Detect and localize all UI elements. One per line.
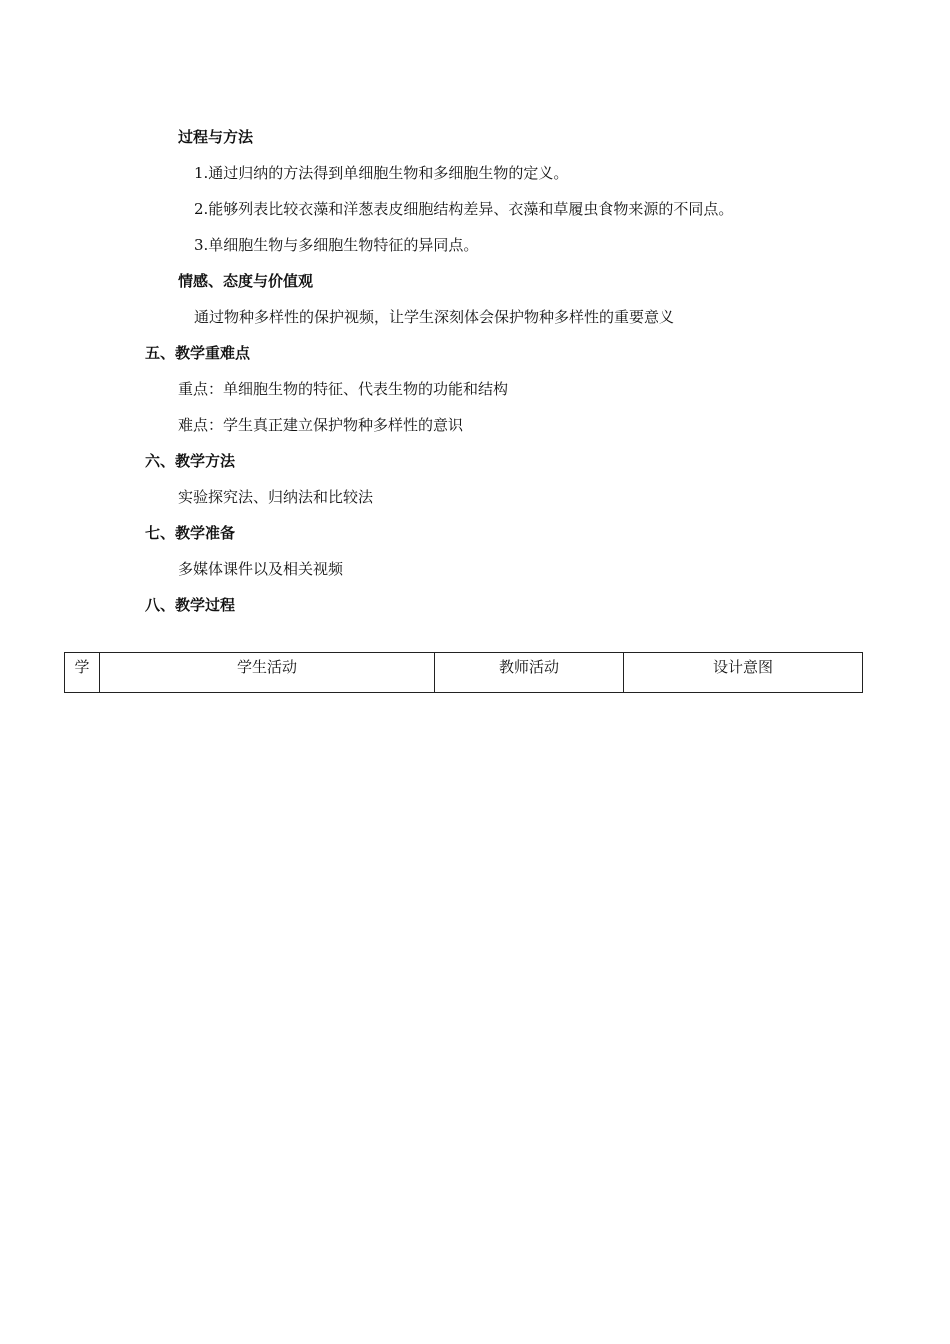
section-heading-emotion: 情感、态度与价值观 (178, 272, 314, 290)
process-method-item-1: 1.通过归纳的方法得到单细胞生物和多细胞生物的定义。 (194, 164, 569, 182)
emotion-text: 通过物种多样性的保护视频，让学生深刻体会保护物种多样性的重要意义 (194, 308, 675, 326)
table-header-stage: 学 (65, 653, 100, 693)
process-method-item-2: 2.能够列表比较衣藻和洋葱表皮细胞结构差异、衣藻和草履虫食物来源的不同点。 (194, 200, 734, 218)
table-header-student-activity: 学生活动 (100, 653, 435, 693)
table-header-design-intent: 设计意图 (624, 653, 863, 693)
section-heading-preparation: 七、教学准备 (145, 524, 236, 542)
table-header-row (65, 653, 863, 693)
process-method-item-3: 3.单细胞生物与多细胞生物特征的异同点。 (194, 236, 479, 254)
key-point-focus: 重点：单细胞生物的特征、代表生物的功能和结构 (178, 380, 509, 398)
table-header-teacher-activity: 教师活动 (435, 653, 624, 693)
section-heading-process-method: 过程与方法 (178, 128, 254, 146)
section-heading-key-points: 五、教学重难点 (145, 344, 251, 362)
process-table (64, 652, 863, 693)
preparation-text: 多媒体课件以及相关视频 (178, 560, 344, 578)
section-heading-process: 八、教学过程 (145, 596, 236, 614)
section-heading-methods: 六、教学方法 (145, 452, 236, 470)
methods-text: 实验探究法、归纳法和比较法 (178, 488, 374, 506)
key-point-difficulty: 难点：学生真正建立保护物种多样性的意识 (178, 416, 464, 434)
